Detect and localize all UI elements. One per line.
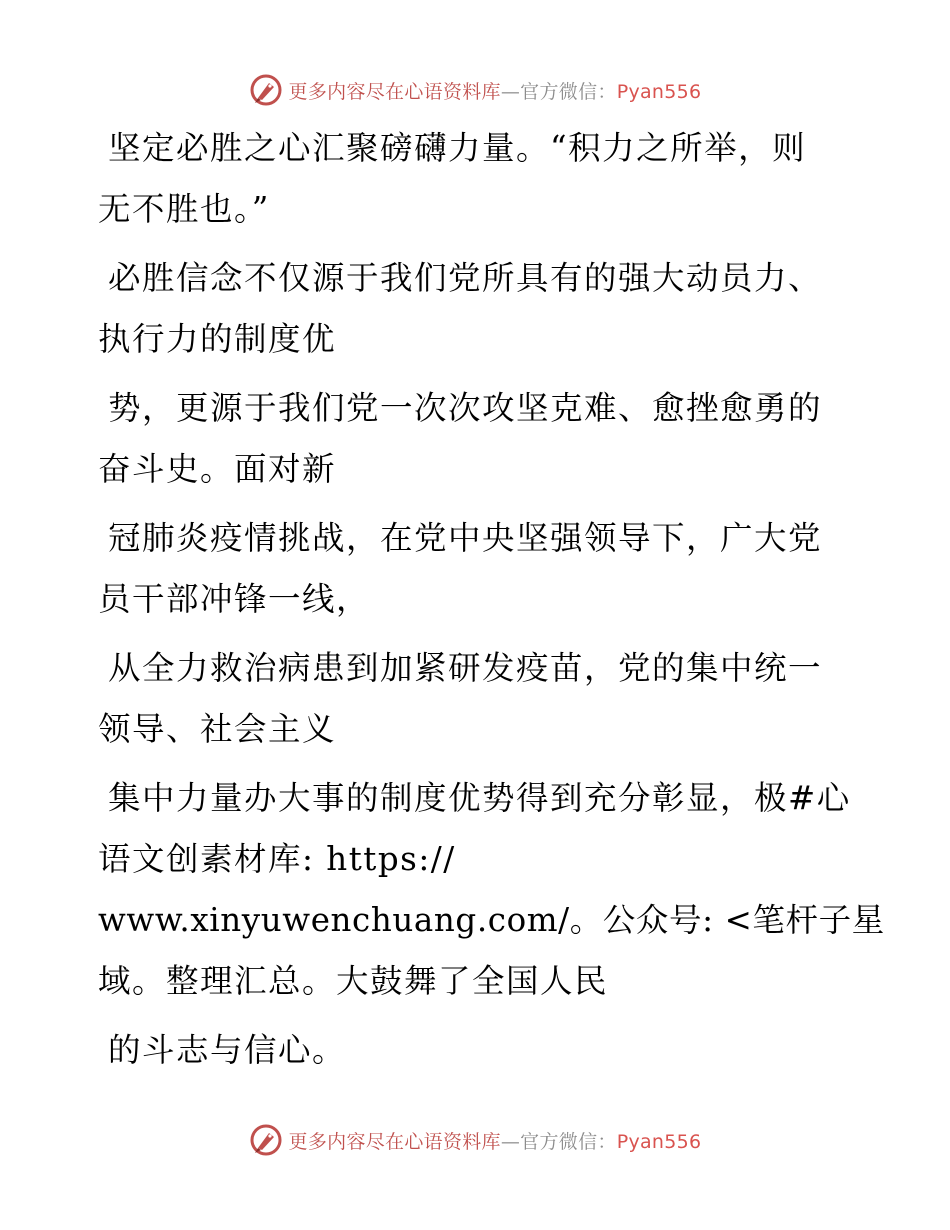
paragraph-2 <box>98 248 858 370</box>
banner-wechat-id: Pyan556 <box>616 80 702 103</box>
banner-text <box>289 1127 702 1154</box>
text-line: 必胜信念不仅源于我们党所具有的强大动员力、 <box>108 259 823 297</box>
text-line: 奋斗史。面对新 <box>98 450 337 488</box>
text-line: 语文创素材库: https:// <box>98 840 456 878</box>
banner-site-text: 更多内容尽在心语资料库 <box>288 1130 501 1153</box>
paragraph-4 <box>98 508 858 630</box>
text-line: 执行力的制度优 <box>98 320 337 358</box>
document-body <box>98 118 885 1089</box>
text-line: 无不胜也。” <box>98 190 270 228</box>
banner-text <box>289 77 702 104</box>
text-line: 领导、社会主义 <box>98 710 337 748</box>
pen-nib-logo-icon <box>249 1123 283 1157</box>
text-line: 的斗志与信心。 <box>108 1031 347 1069</box>
paragraph-5 <box>98 638 858 760</box>
paragraph-7 <box>98 1020 858 1081</box>
paragraph-6 <box>98 768 885 1012</box>
text-line-url: www.xinyuwenchuang.com/。公众号: <笔杆子星 <box>98 901 885 939</box>
banner-inner <box>249 73 702 107</box>
banner-inner <box>249 1123 702 1157</box>
pen-nib-logo-icon <box>249 73 283 107</box>
header-banner <box>0 72 950 108</box>
banner-wechat-label: 官方微信： <box>520 80 617 103</box>
footer-banner <box>0 1122 950 1158</box>
paragraph-1 <box>98 118 858 240</box>
banner-dash: — <box>500 80 521 103</box>
banner-site-text: 更多内容尽在心语资料库 <box>288 80 501 103</box>
text-line: 坚定必胜之心汇聚磅礴力量。“积力之所举，则 <box>108 129 807 167</box>
text-line: 集中力量办大事的制度优势得到充分彰显，极#心 <box>108 779 851 817</box>
text-line: 域。整理汇总。大鼓舞了全国人民 <box>98 962 609 1000</box>
text-line: 冠肺炎疫情挑战，在党中央坚强领导下，广大党 <box>108 519 823 557</box>
text-line: 员干部冲锋一线， <box>98 580 371 618</box>
banner-dash: — <box>500 1130 521 1153</box>
text-line: 从全力救治病患到加紧研发疫苗，党的集中统一 <box>108 649 823 687</box>
paragraph-3 <box>98 378 858 500</box>
banner-wechat-label: 官方微信： <box>520 1130 617 1153</box>
banner-wechat-id: Pyan556 <box>616 1130 702 1153</box>
text-line: 势，更源于我们党一次次攻坚克难、愈挫愈勇的 <box>108 389 823 427</box>
